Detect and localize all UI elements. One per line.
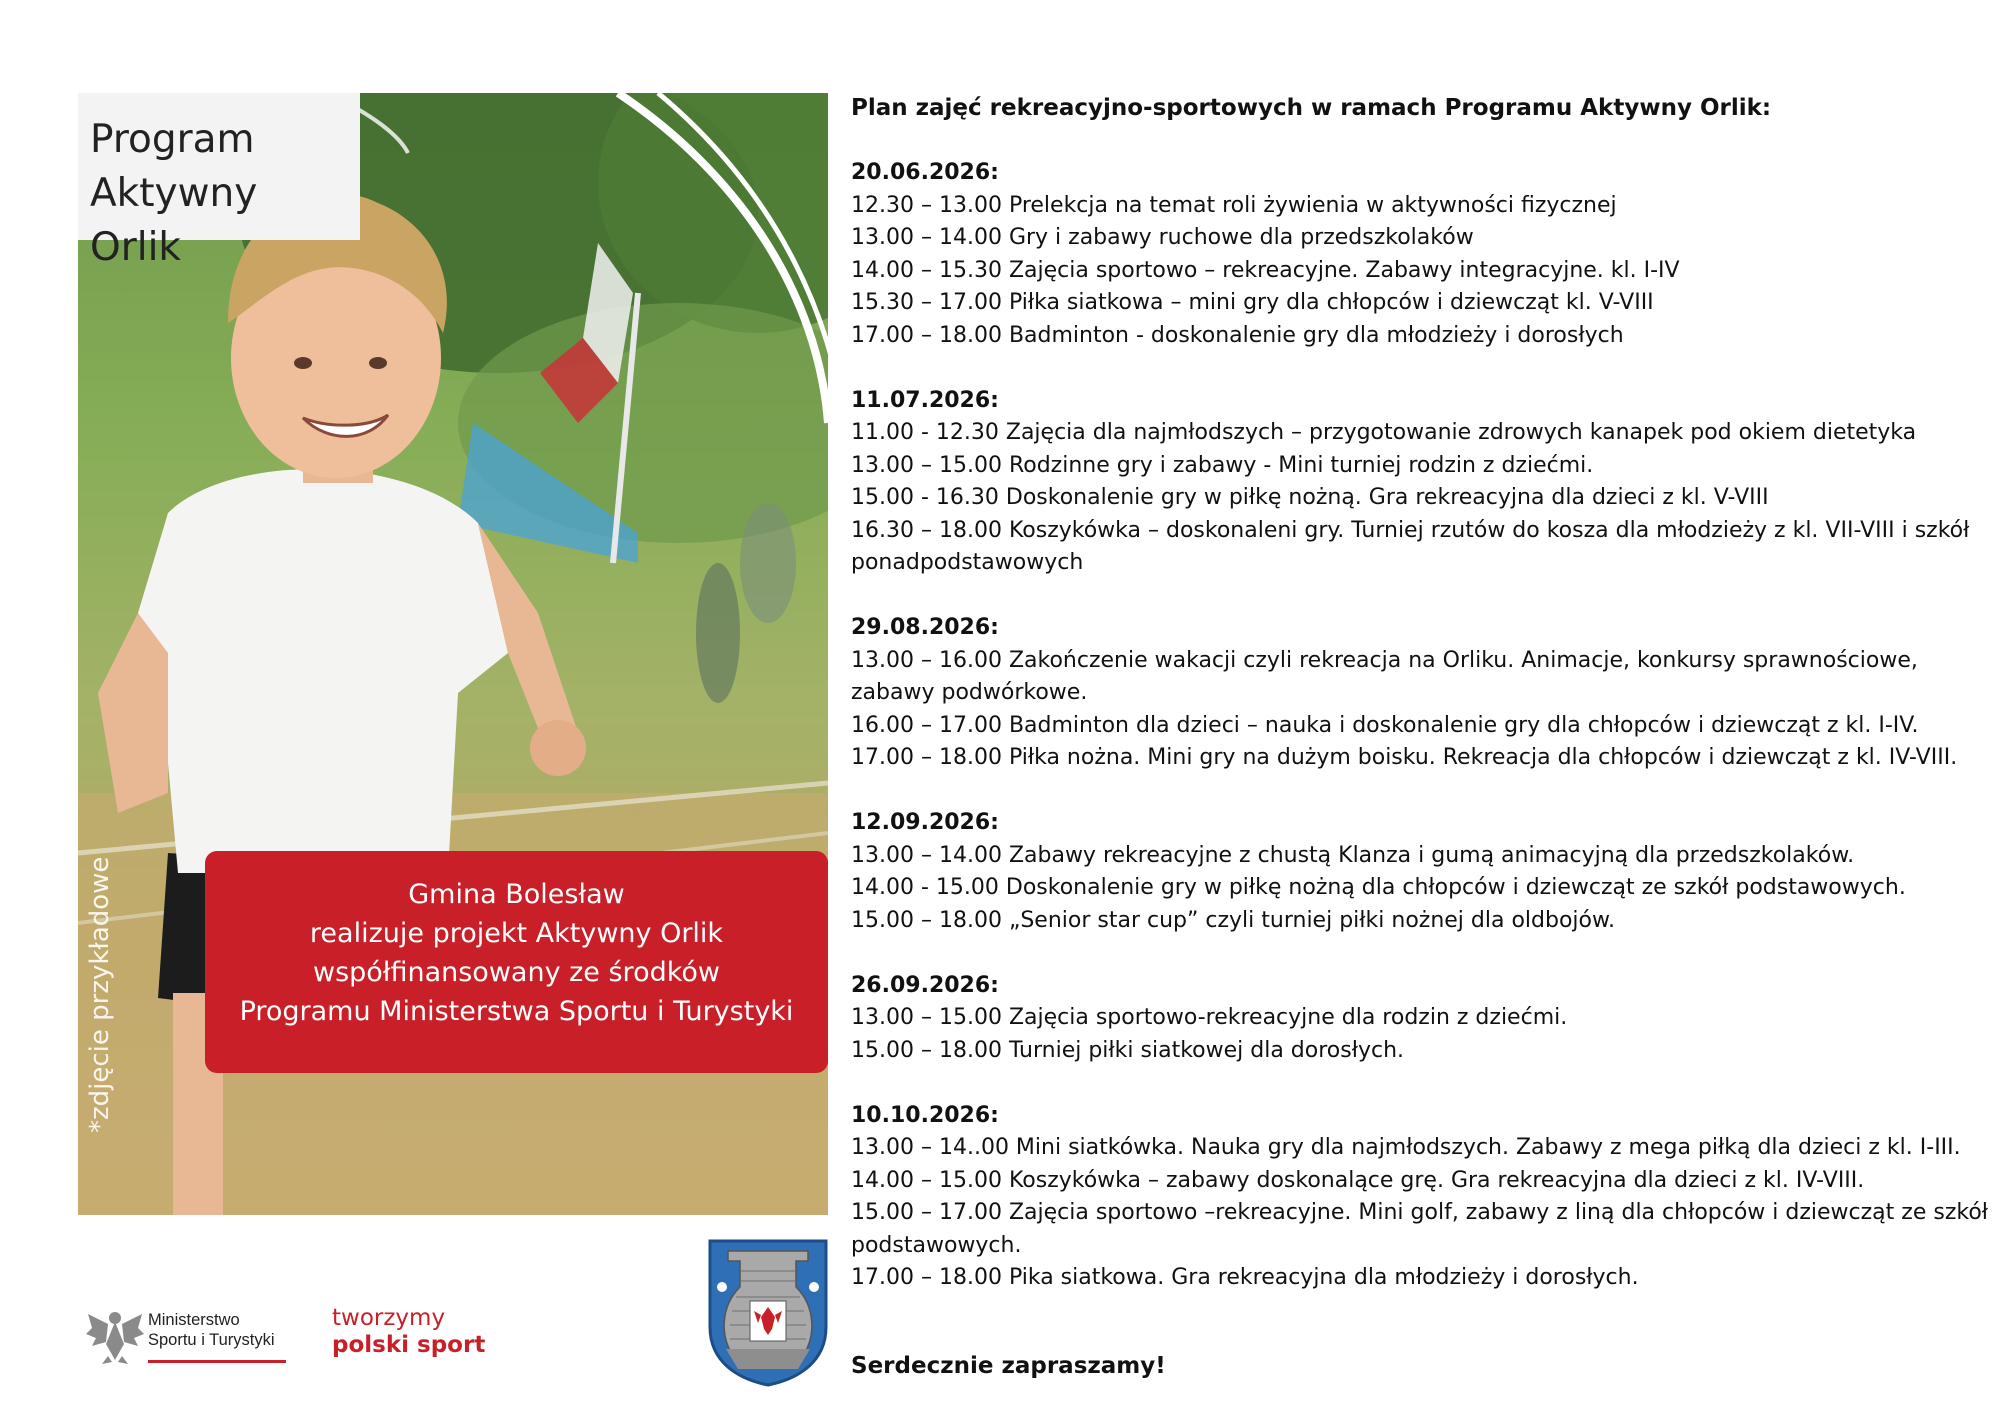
schedule-entry: 17.00 – 18.00 Pika siatkowa. Gra rekreacyjna dla młodzieży i dorosłych. [851, 1265, 1639, 1290]
schedule-entry: 13.00 – 14.00 Zabawy rekreacyjne z chustą Klanza i gumą animacyjną dla przedszkolaków. [851, 842, 1855, 868]
municipality-crest-icon [706, 1237, 830, 1387]
schedule-entry: 14.00 – 15.00 Koszykówka – zabawy doskonalące grę. Gra rekreacyjna dla dzieci z kl. IV-VIII. [851, 1167, 1865, 1193]
schedule-heading: Plan zajęć rekreacyjno-sportowych w ramach Programu Aktywny Orlik: [851, 95, 1772, 121]
schedule-day [851, 612, 1991, 775]
project-info-line: Programu Ministerstwa Sportu i Turystyki [239, 996, 794, 1027]
ministry-logo-line: Sportu i Turystyki [148, 1331, 275, 1349]
sample-photo-note: *zdjęcie przykładowe [85, 856, 115, 1133]
tworzymy-logo-line: tworzymy [332, 1305, 446, 1331]
schedule-entry: 13.00 – 15.00 Rodzinne gry i zabawy - Mini turniej rodzin z dziećmi. [851, 452, 1594, 478]
schedule-entry: 17.00 – 18.00 Piłka nożna. Mini gry na dużym boisku. Rekreacja dla chłopców i dziewcząt z kl. IV-VIII. [851, 745, 1958, 770]
schedule-date: 11.07.2026: [851, 387, 999, 413]
schedule-entry: 16.30 – 18.00 Koszykówka – doskonaleni gry. Turniej rzutów do kosza dla młodzieży z kl. VII-VIII i szkół ponadpodstawowych [851, 517, 1970, 575]
ministry-logo-text [148, 1310, 275, 1350]
schedule-day [851, 1100, 1991, 1295]
schedule-day [851, 970, 1991, 1068]
schedule-date: 10.10.2026: [851, 1102, 999, 1128]
program-title-line: Program [90, 117, 255, 162]
schedule-entry: 13.00 – 14.00 Gry i zabawy ruchowe dla przedszkolaków [851, 225, 1474, 250]
schedule-entry: 16.00 – 17.00 Badminton dla dzieci – nauka i doskonalenie gry dla chłopców i dziewcząt z kl. I-IV. [851, 712, 1919, 738]
schedule-entry: 15.00 - 16.30 Doskonalenie gry w piłkę nożną. Gra rekreacyjna dla dzieci z kl. V-VIII [851, 485, 1769, 510]
promo-photo [78, 93, 828, 1215]
schedule-entry: 15.00 – 17.00 Zajęcia sportowo –rekreacyjne. Mini golf, zabawy z liną dla chłopców i dziewcząt ze szkół podstawowych. [851, 1200, 1989, 1258]
schedule-entry: 12.30 – 13.00 Prelekcja na temat roli żywienia w aktywności fizycznej [851, 192, 1617, 218]
schedule-date: 12.09.2026: [851, 810, 999, 835]
program-title-box [78, 93, 360, 270]
schedule-entry: 15.00 – 18.00 Turniej piłki siatkowej dla dorosłych. [851, 1037, 1405, 1063]
schedule-entry: 14.00 – 15.30 Zajęcia sportowo – rekreacyjne. Zabawy integracyjne. kl. I-IV [851, 257, 1680, 283]
schedule-entry: 11.00 - 12.30 Zajęcia dla najmłodszych – przygotowanie zdrowych kanapek pod okiem dietetyka [851, 420, 1917, 445]
schedule-entry: 15.00 – 18.00 „Senior star cup” czyli turniej piłki nożnej dla oldbojów. [851, 907, 1615, 933]
project-info-line: realizuje projekt Aktywny Orlik [309, 918, 724, 949]
schedule-date: 20.06.2026: [851, 160, 999, 185]
tworzymy-polski-sport-logo [332, 1305, 485, 1359]
project-info-box [205, 851, 828, 1073]
ministry-logo-underline [148, 1360, 286, 1363]
schedule-day [851, 385, 1991, 580]
schedule-date: 26.09.2026: [851, 972, 999, 998]
ministry-logo-line: Ministerstwo [148, 1311, 240, 1329]
closing-invitation: Serdecznie zapraszamy! [851, 1353, 1166, 1379]
schedule-entry: 14.00 - 15.00 Doskonalenie gry w piłkę nożną dla chłopców i dziewcząt ze szkół podstawowych. [851, 875, 1906, 900]
schedule-entry: 15.30 – 17.00 Piłka siatkowa – mini gry dla chłopców i dziewcząt kl. V-VIII [851, 290, 1654, 315]
schedule-date: 29.08.2026: [851, 615, 999, 640]
schedule-day [851, 157, 1991, 352]
schedule-entry: 17.00 – 18.00 Badminton - doskonalenie gry dla młodzieży i dorosłych [851, 322, 1624, 348]
project-info-line: Gmina Bolesław [408, 879, 625, 910]
schedule-day [851, 807, 1991, 937]
schedule-entry: 13.00 – 16.00 Zakończenie wakacji czyli rekreacja na Orliku. Animacje, konkursy sprawnościowe, zabawy podwórkowe. [851, 647, 1918, 705]
program-title-line: Aktywny Orlik [90, 171, 258, 270]
schedule [851, 92, 1991, 1295]
schedule-entry: 13.00 – 15.00 Zajęcia sportowo-rekreacyjne dla rodzin z dziećmi. [851, 1005, 1568, 1030]
tworzymy-logo-line: polski sport [332, 1332, 486, 1358]
project-info-line: współfinansowany ze środków [312, 957, 721, 988]
schedule-entry: 13.00 – 14..00 Mini siatkówka. Nauka gry dla najmłodszych. Zabawy z mega piłką dla dzieci z kl. I-III. [851, 1135, 1961, 1160]
